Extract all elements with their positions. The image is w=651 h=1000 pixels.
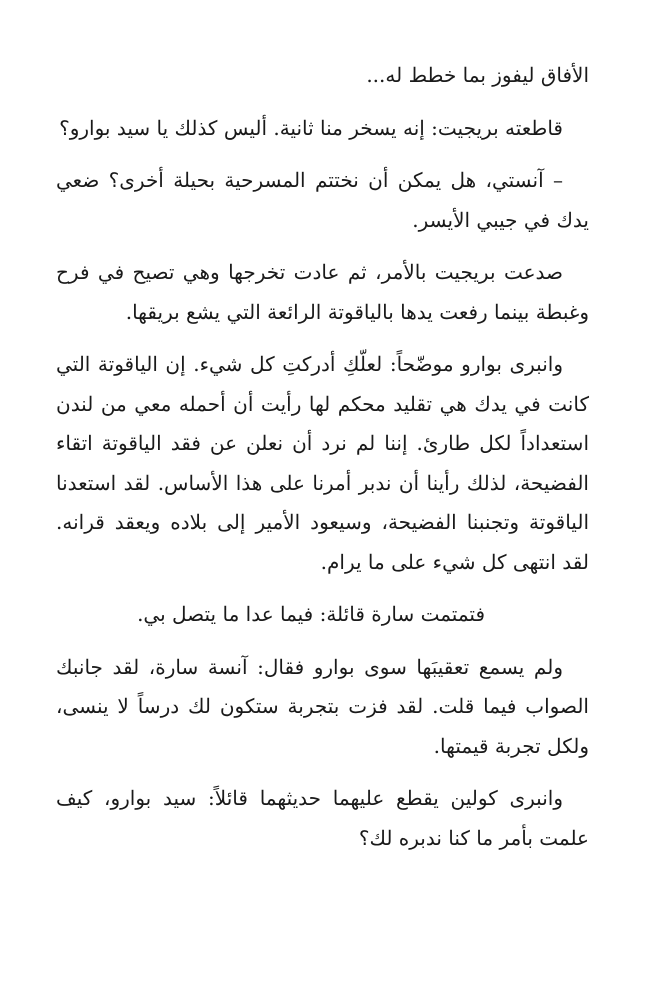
paragraph-5: وانبرى بوارو موضّحاً: لعلّكِ أدركتِ كل شيء. إن الياقوتة التي كانت في يدك هي تقليد محكم لها رأيت أن أحمله معي من لندن استعداداً لكل طارئ. إننا لم نرد أن نعلن عن فقد الياقوتة اتقاء الفضيحة، لذلك رأينا أن ندبر أمرنا على هذا الأساس. لقد استعدنا الياقوتة وتجنبنا الفضيحة، وسيعود الأمير إلى بلاده ويعقد قرانه. لقد انتهى كل شيء على ما يرام. xyxy=(56,352,589,574)
paragraph-4: صدعت بريجيت بالأمر، ثم عادت تخرجها وهي تصيح في فرح وغبطة بينما رفعت يدها بالياقوتة الرائعة التي يشع بريقها. xyxy=(56,260,589,324)
paragraph-7: ولم يسمع تعقيبَها سوى بوارو فقال: آنسة سارة، لقد جانبك الصواب فيما قلت. لقد فزت بتجربة ستكون لك درساً لا ينسى، ولكل تجربة قيمتها. xyxy=(56,654,589,758)
paragraph-2: قاطعته بريجيت: إنه يسخر منا ثانية. أليس كذلك يا سيد بوارو؟ xyxy=(59,115,563,140)
paragraph-1: الأفاق ليفوز بما خطط له... xyxy=(366,63,589,87)
paragraph-3: – آنستي، هل يمكن أن نختتم المسرحية بحيلة أخرى؟ ضعي يدك في جيبي الأيسر. xyxy=(56,168,589,232)
paragraph-6: فتمتمت سارة قائلة: فيما عدا ما يتصل بي. xyxy=(137,602,485,626)
book-page-text xyxy=(56,56,589,871)
paragraph-8: وانبرى كولين يقطع عليهما حديثهما قائلاً: سيد بوارو، كيف علمت بأمر ما كنا ندبره لك؟ xyxy=(56,786,589,850)
